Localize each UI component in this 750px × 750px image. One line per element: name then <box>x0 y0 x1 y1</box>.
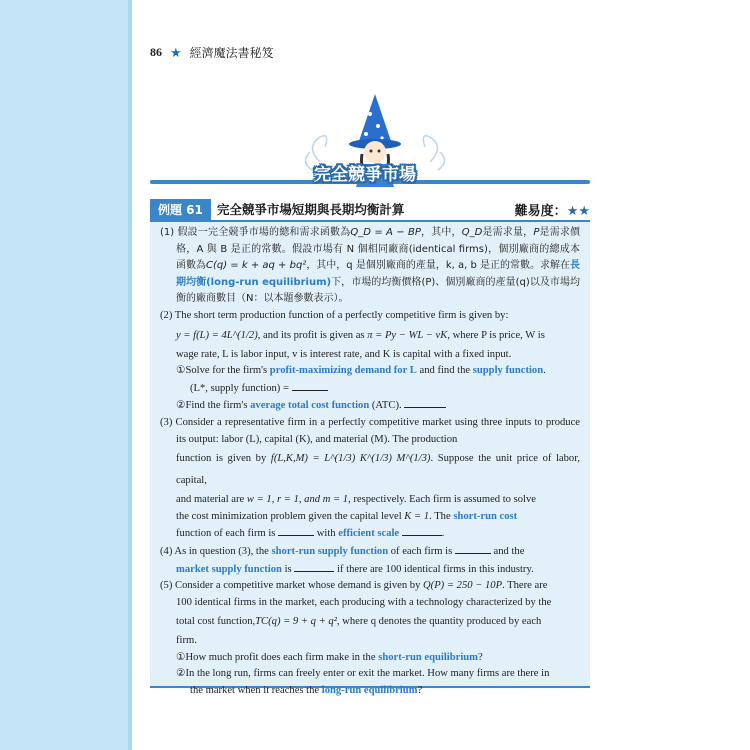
star-icon: ★ <box>170 44 182 60</box>
q3-text: . The <box>429 510 451 522</box>
q3-text: , respectively. Each firm is assumed to solve <box>348 494 536 506</box>
question-4 <box>160 543 580 561</box>
production-function: y = f(L) = 4L^(1/2) <box>176 329 258 341</box>
q1-text: 產量(q)以及市場均衡的廠商數目（N：以本題參數表示）。 <box>176 276 580 305</box>
short-run-cost-highlight: short-run cost <box>453 510 518 522</box>
q1-text: 下，市場的均衡價格(P)、個別廠商的 <box>331 276 496 288</box>
q2-text: (2) The short term production function of a perfectly competitive firm is given by: <box>160 309 509 321</box>
q3-text: . Suppose the unit price of labor, capital, <box>176 453 580 487</box>
supply-function-highlight: supply function <box>472 365 544 377</box>
question-2 <box>160 308 580 325</box>
question-5-line-4 <box>160 633 580 650</box>
q5-text: . There are <box>502 580 548 592</box>
profit-equation: π = Py − WL − vK <box>367 329 448 341</box>
q1-text: (1) 假設一完全競爭市場的總和需求函數為 <box>160 227 351 238</box>
market-demand-equation: Q(P) = 250 − 10P <box>423 580 503 592</box>
efficient-scale-highlight: efficient scale <box>338 528 400 540</box>
question-1 <box>160 225 580 308</box>
answer-blank[interactable] <box>402 525 442 536</box>
question-2-part-1: ①Solve for the firm's profit-maximizing demand for L and find the supply function. <box>176 365 546 377</box>
question-3-capital <box>160 509 580 526</box>
long-run-equilibrium-highlight: 長期均衡(long-run equilibrium) <box>176 260 580 288</box>
atc-highlight: average total cost function <box>250 400 370 412</box>
book-title: 經濟魔法書秘笈 <box>189 46 274 60</box>
answer-blank[interactable] <box>278 525 314 536</box>
total-cost-function: TC(q) = 9 + q + q² <box>255 616 337 628</box>
q1-text: ，其中，q 是個別廠商的產量，k, a, b 是正的常 <box>306 260 520 272</box>
q2-text: ②Find the firm's <box>176 400 248 412</box>
q3-text: and material are <box>176 494 245 506</box>
answer-blank[interactable] <box>294 561 334 572</box>
q4-text: is <box>284 563 292 575</box>
profit-max-demand-highlight: profit-maximizing demand for L <box>269 365 417 377</box>
difficulty-rating <box>515 200 590 219</box>
q5-text: total cost function, <box>176 616 256 628</box>
q4-text: if there are 100 identical firms in this industry. <box>337 563 534 575</box>
page-number: 86 <box>150 45 162 59</box>
q3-text: function of each firm is <box>176 528 276 540</box>
q1-text: 求價格，A 與 B 是正的常數。假設市場有 N 個相同廠商(identical firms)，個別廠商 <box>176 227 581 255</box>
long-run-equilibrium-highlight: long-run equilibrium <box>321 685 418 697</box>
question-3-function <box>160 448 580 492</box>
page-side-band <box>0 0 128 750</box>
question-5-line-2 <box>160 595 580 612</box>
question-2-part-1-answer <box>160 380 580 398</box>
answer-blank[interactable] <box>404 397 446 408</box>
q1-text: 是需 <box>539 227 560 238</box>
answer-blank[interactable] <box>455 543 491 554</box>
q5-text: the market when it reaches the <box>190 685 320 697</box>
capital-level: K = 1 <box>404 510 430 522</box>
q1-text: 的總成本函數為 <box>176 243 581 272</box>
q3-text: the cost minimization problem given the capital level <box>176 510 402 522</box>
question-2-definitions <box>160 347 580 364</box>
question-3-prices <box>160 492 580 509</box>
q2-text: , where P is price, W is <box>447 329 545 341</box>
q2-text: and find the <box>419 365 471 377</box>
q2-text: wage rate, L is labor input, v is interest rate, and K is capital with a fixed input. <box>176 348 512 360</box>
q5-text: firm. <box>176 635 197 647</box>
difficulty-label: 難易度： <box>514 203 567 219</box>
question-box <box>150 222 590 697</box>
page-side-tab <box>128 0 132 750</box>
question-3-answer: function of each firm is with efficient scale . <box>160 525 580 543</box>
section-title: 完全競爭市場 <box>314 164 416 185</box>
demand-equation: Q_D = A − BP <box>350 227 421 238</box>
q2-text: (L*, supply function) = <box>190 382 289 394</box>
example-badge: 例題 61 <box>150 199 211 220</box>
q3-text: with <box>316 528 336 540</box>
input-prices: w = 1, r = 1, and m = 1 <box>246 494 349 506</box>
q2-text: (ATC). <box>371 400 402 412</box>
short-run-equilibrium-highlight: short-run equilibrium <box>378 651 478 663</box>
answer-blank[interactable] <box>292 380 328 391</box>
example-title: 完全競爭市場短期與長期均衡計算 <box>216 202 405 217</box>
short-run-supply-highlight: short-run supply function <box>271 545 389 557</box>
q5-text: (5) Consider a competitive market whose demand is given by <box>160 580 421 592</box>
question-5-part-2 <box>160 666 580 683</box>
question-5 <box>160 578 580 595</box>
example-header <box>150 198 590 220</box>
q1-text: ，其中， <box>420 227 462 238</box>
question-2-part-2 <box>160 397 580 415</box>
q4-text: of each firm is <box>390 545 453 557</box>
p-symbol: P <box>533 227 540 238</box>
q4-text: and the <box>493 545 525 557</box>
question-5-part-2-line-2: the market when it reaches the long-run equilibrium? <box>190 685 423 697</box>
q5-text: , where q denotes the quantity produced by each <box>336 616 542 628</box>
q4-text: (4) As in question (3), the <box>160 545 269 557</box>
question-5-line-3 <box>160 611 580 633</box>
difficulty-stars: ★★ <box>566 203 590 219</box>
q1-text: 是需求量， <box>482 227 534 238</box>
cost-function: C(q) = k + aq + bq² <box>206 260 307 272</box>
question-2-equations <box>160 325 580 347</box>
q3-text: (3) Consider a representative firm in a perfectly competitive market using three inputs to produce its output: labor (L), capital (K), and material (M). The production <box>160 416 580 445</box>
q5-text: ②In the long run, firms can freely enter or exit the market. How many firms are there in <box>176 668 550 680</box>
q2-text: , and its profit is given as <box>257 329 365 341</box>
running-header <box>150 44 274 61</box>
question-4-line-2 <box>160 561 580 579</box>
qd-symbol: Q_D <box>461 227 483 238</box>
cobb-douglas-function: f(L,K,M) = L^(1/3) K^(1/3) M^(1/3) <box>270 453 431 465</box>
market-supply-highlight: market supply function <box>176 563 282 575</box>
q5-text: 100 identical firms in the market, each producing with a technology characterized by the <box>176 596 552 608</box>
question-5-part-1: ①How much profit does each firm make in the short-run equilibrium? <box>176 651 483 663</box>
q3-text: function is given by <box>176 453 267 465</box>
q5-text: ①How much profit does each firm make in the <box>176 651 376 663</box>
q1-text: 數。求解在 <box>520 260 570 272</box>
question-3 <box>160 415 580 448</box>
q2-text: ①Solve for the firm's <box>176 365 268 377</box>
